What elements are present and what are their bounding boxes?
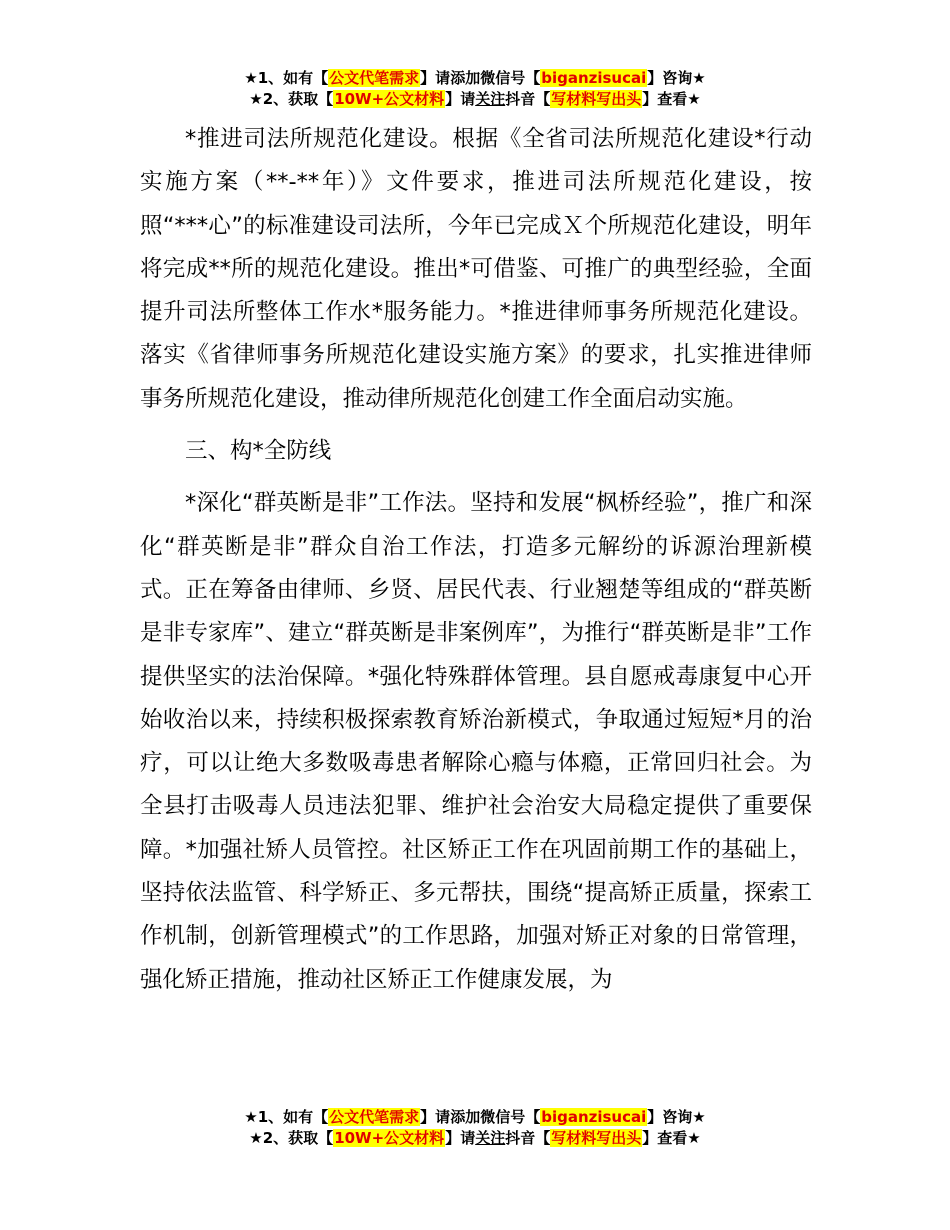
banner-highlight: 公文代笔需求: [329, 69, 420, 87]
banner-text: 】请: [420, 69, 451, 87]
body-paragraph: *深化“群英断是非”工作法。坚持和发展“枫桥经验”，推广和深化“群英断是非”群众自治工作法，打造多元解纷的诉源治理新模式。正在筹备由律师、乡贤、居民代表、行业翘楚等组成的“群英断是非专家库”、建立“群英断是非案例库”，为推行“群英断是非”工作提供坚实的法治保障。*强化特殊群体管理。县自愿戒毒康复中心开始收治以来，持续积极探索教育矫治新模式，争取通过短短*月的治疗，可以让绝大多数吸毒患者解除心瘾与体瘾，正常回归社会。为全县打击吸毒人员违法犯罪、维护社会治安大局稳定提供了重要保障。*加强社矫人员管控。社区矫正工作在巩固前期工作的基础上，坚持依法监管、科学矫正、多元帮扶，围绕“提高矫正质量，探索工作机制，创新管理模式”的工作思路，加强对矫正对象的日常管理，强化矫正措施，推动社区矫正工作健康发展，为: [140, 490, 812, 993]
banner-text: ★2、获取【: [249, 90, 334, 108]
banner-text: 添加: [450, 1108, 481, 1126]
banner-highlight: biganzisucai: [541, 69, 647, 87]
banner-text: 】查看★: [642, 90, 701, 108]
banner-line-1: [0, 68, 950, 89]
banner-highlight: 写材料写出头: [551, 90, 642, 108]
banner-text: 关注: [475, 1129, 506, 1147]
banner-highlight: biganzisucai: [541, 1108, 647, 1126]
header-banner: [0, 68, 950, 110]
banner-text: ★1、如有【: [244, 69, 329, 87]
banner-text: 微信号【: [480, 1108, 541, 1126]
banner-text: 】请: [445, 1129, 476, 1147]
banner-text: 】请: [445, 90, 476, 108]
banner-highlight: 公文代笔需求: [329, 1108, 420, 1126]
body-paragraph: *推进司法所规范化建设。根据《全省司法所规范化建设*行动实施方案（**-**年）》文件要求，推进司法所规范化建设，按照“***心”的标准建设司法所，今年已完成Ｘ个所规范化建设，明年将完成**所的规范化建设。推出*可借鉴、可推广的典型经验，全面提升司法所整体工作水*服务能力。*推进律师事务所规范化建设。落实《省律师事务所规范化建设实施方案》的要求，扎实推进律师事务所规范化建设，推动律所规范化创建工作全面启动实施。: [140, 126, 812, 412]
footer-banner: [0, 1107, 950, 1149]
banner-text: 抖音【: [505, 90, 551, 108]
banner-text: 关注: [475, 90, 506, 108]
banner-highlight: 10W+公文材料: [334, 1129, 445, 1147]
banner-text: 】请: [420, 1108, 451, 1126]
banner-line-1: [0, 1107, 950, 1128]
banner-line-2: [0, 1128, 950, 1149]
banner-text: ★2、获取【: [249, 1129, 334, 1147]
banner-text: 添加: [450, 69, 481, 87]
banner-highlight: 写材料写出头: [551, 1129, 642, 1147]
banner-text: ★1、如有【: [244, 1108, 329, 1126]
section-heading: 三、构*全防线: [185, 438, 332, 465]
banner-highlight: 10W+公文材料: [334, 90, 445, 108]
banner-text: 】查看★: [642, 1129, 701, 1147]
banner-line-2: [0, 89, 950, 110]
banner-text: 抖音【: [505, 1129, 551, 1147]
document-body: [140, 118, 812, 1002]
banner-text: 微信号【: [480, 69, 541, 87]
banner-text: 】咨询★: [647, 69, 706, 87]
banner-text: 】咨询★: [647, 1108, 706, 1126]
